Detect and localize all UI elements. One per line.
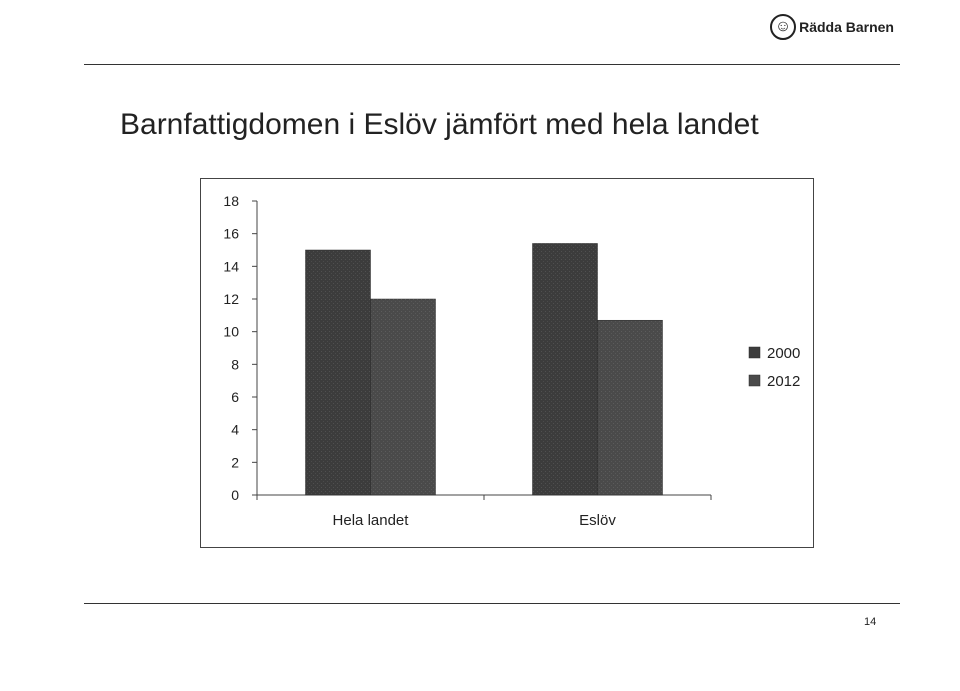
- bar-texture: [371, 299, 436, 495]
- child-arms-raised-icon: ☺: [770, 14, 796, 40]
- brand-name: Rädda Barnen: [799, 19, 894, 35]
- y-tick-label: 12: [223, 291, 239, 307]
- bar-chart: [201, 179, 813, 547]
- slide-title: Barnfattigdomen i Eslöv jämfört med hela landet: [120, 108, 759, 141]
- y-tick-label: 2: [231, 454, 239, 471]
- legend-label-2000: 2000: [767, 345, 801, 362]
- bar-texture: [533, 243, 598, 495]
- brand-logo: [770, 14, 894, 40]
- y-tick-label: 4: [231, 421, 239, 438]
- chart-frame: [200, 178, 814, 548]
- page-number: 14: [864, 616, 877, 628]
- header-rule: [84, 64, 900, 65]
- bar-texture: [306, 250, 371, 495]
- footer-rule: [84, 603, 900, 604]
- legend-swatch-2012: [749, 375, 760, 386]
- y-tick-label: 0: [231, 487, 239, 503]
- y-tick-label: 18: [223, 193, 239, 209]
- y-tick-label: 8: [231, 356, 239, 373]
- bar-texture: [598, 320, 663, 495]
- legend-swatch-2000: [749, 347, 760, 358]
- y-tick-label: 10: [223, 323, 239, 340]
- legend-label-2012: 2012: [767, 373, 801, 390]
- y-tick-label: 14: [223, 258, 239, 275]
- y-tick-label: 6: [231, 389, 239, 405]
- y-tick-label: 16: [223, 225, 239, 242]
- x-category-label: Hela landet: [332, 512, 409, 529]
- x-category-label: Eslöv: [579, 512, 616, 529]
